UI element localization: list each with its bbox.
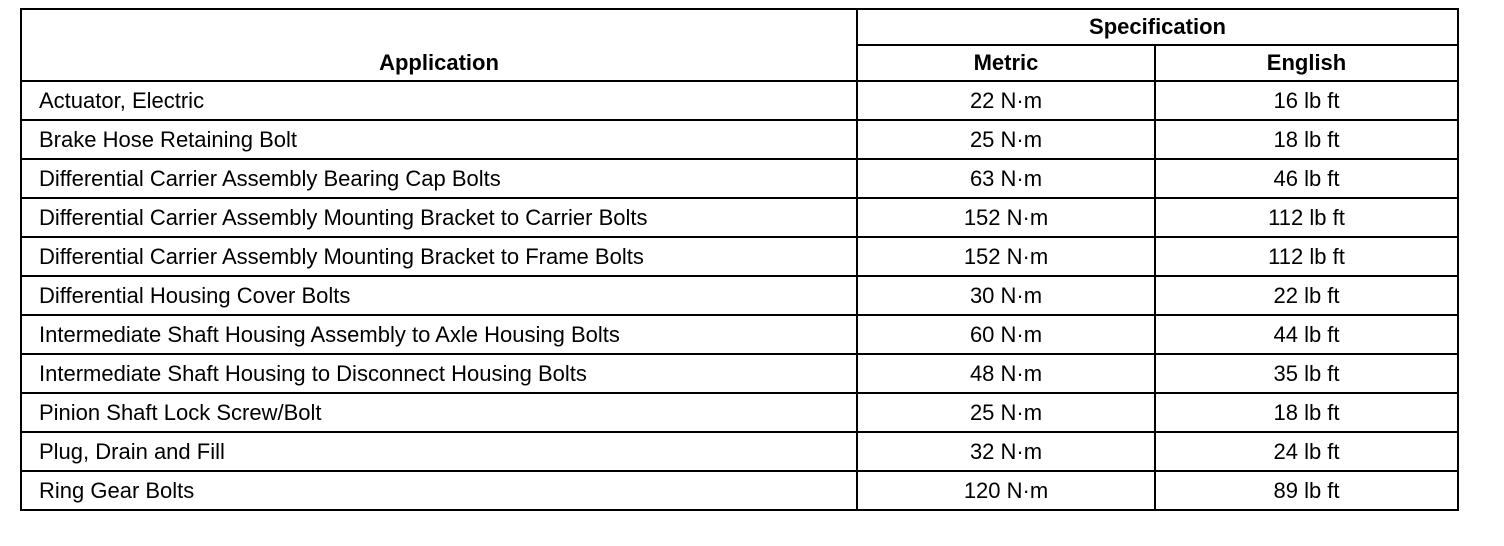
metric-cell: 25 N·m xyxy=(857,393,1155,432)
application-cell: Pinion Shaft Lock Screw/Bolt xyxy=(21,393,857,432)
application-cell: Plug, Drain and Fill xyxy=(21,432,857,471)
table-row xyxy=(21,315,1458,354)
fastener-spec-table xyxy=(20,8,1459,511)
application-cell: Ring Gear Bolts xyxy=(21,471,857,510)
english-cell: 18 lb ft xyxy=(1155,393,1458,432)
metric-cell: 30 N·m xyxy=(857,276,1155,315)
english-cell: 112 lb ft xyxy=(1155,237,1458,276)
metric-cell: 63 N·m xyxy=(857,159,1155,198)
table-row xyxy=(21,237,1458,276)
english-cell: 46 lb ft xyxy=(1155,159,1458,198)
metric-cell: 22 N·m xyxy=(857,81,1155,120)
application-cell: Differential Carrier Assembly Bearing Cap Bolts xyxy=(21,159,857,198)
metric-cell: 32 N·m xyxy=(857,432,1155,471)
metric-cell: 152 N·m xyxy=(857,198,1155,237)
table-row xyxy=(21,393,1458,432)
header-row-top xyxy=(21,9,1458,45)
english-cell: 16 lb ft xyxy=(1155,81,1458,120)
application-cell: Intermediate Shaft Housing to Disconnect Housing Bolts xyxy=(21,354,857,393)
english-header: English xyxy=(1155,45,1458,81)
table-row xyxy=(21,120,1458,159)
english-cell: 24 lb ft xyxy=(1155,432,1458,471)
application-cell: Differential Carrier Assembly Mounting Bracket to Frame Bolts xyxy=(21,237,857,276)
english-cell: 89 lb ft xyxy=(1155,471,1458,510)
application-header: Application xyxy=(21,9,857,81)
english-cell: 44 lb ft xyxy=(1155,315,1458,354)
metric-cell: 152 N·m xyxy=(857,237,1155,276)
application-cell: Differential Carrier Assembly Mounting Bracket to Carrier Bolts xyxy=(21,198,857,237)
english-cell: 35 lb ft xyxy=(1155,354,1458,393)
application-cell: Intermediate Shaft Housing Assembly to Axle Housing Bolts xyxy=(21,315,857,354)
table-row xyxy=(21,159,1458,198)
table-header xyxy=(21,9,1458,81)
metric-cell: 60 N·m xyxy=(857,315,1155,354)
application-cell: Differential Housing Cover Bolts xyxy=(21,276,857,315)
table-row xyxy=(21,354,1458,393)
metric-cell: 25 N·m xyxy=(857,120,1155,159)
application-cell: Actuator, Electric xyxy=(21,81,857,120)
metric-header: Metric xyxy=(857,45,1155,81)
table-row xyxy=(21,471,1458,510)
english-cell: 112 lb ft xyxy=(1155,198,1458,237)
table-row xyxy=(21,432,1458,471)
table-body xyxy=(21,81,1458,510)
table-row xyxy=(21,276,1458,315)
table-row xyxy=(21,81,1458,120)
application-cell: Brake Hose Retaining Bolt xyxy=(21,120,857,159)
table-row xyxy=(21,198,1458,237)
english-cell: 22 lb ft xyxy=(1155,276,1458,315)
english-cell: 18 lb ft xyxy=(1155,120,1458,159)
specification-header: Specification xyxy=(857,9,1458,45)
metric-cell: 48 N·m xyxy=(857,354,1155,393)
metric-cell: 120 N·m xyxy=(857,471,1155,510)
